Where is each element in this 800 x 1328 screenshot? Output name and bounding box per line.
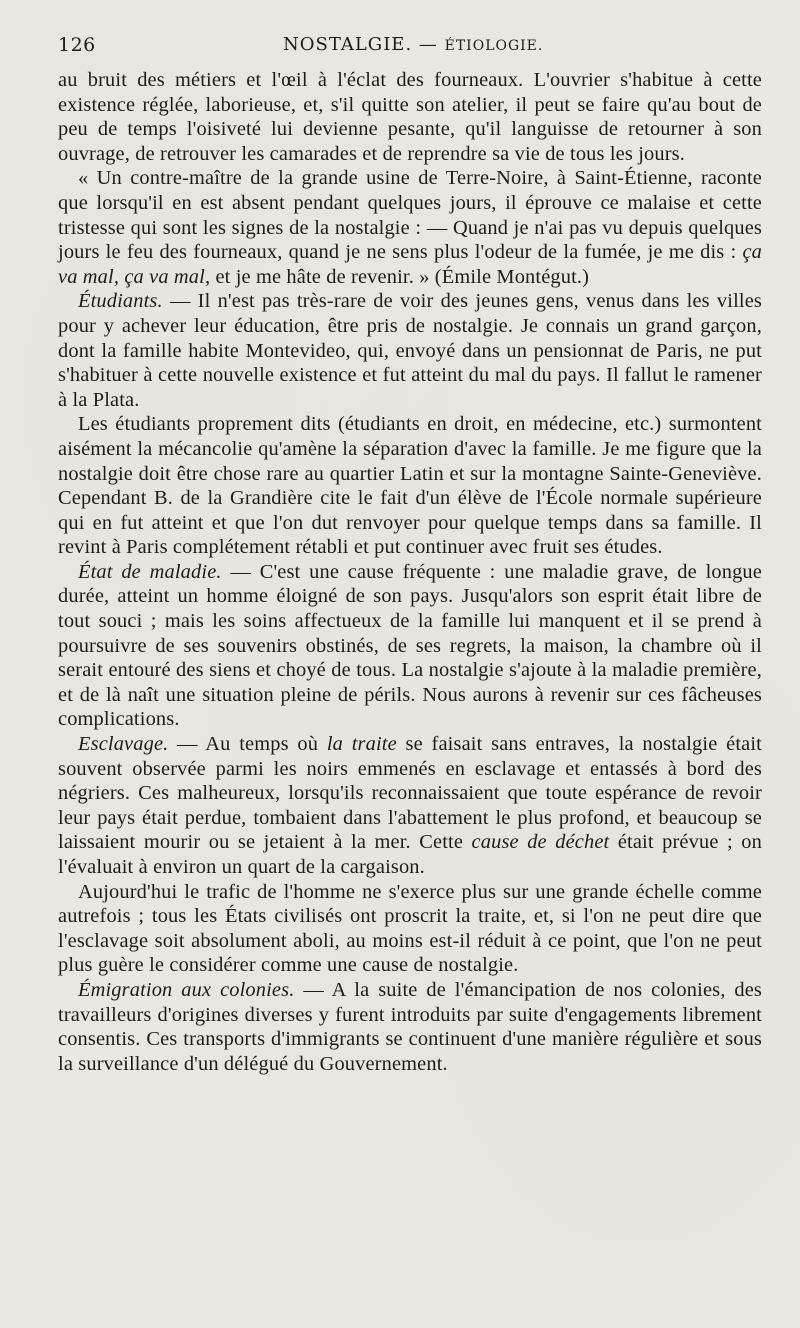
paragraph-p7 [58, 880, 762, 978]
paragraph-p2 [58, 166, 762, 289]
text-segment: — C'est une cause fréquente : une maladie grave, de longue durée, atteint un homme éloigné de son pays. Jusqu'alors son esprit était libre de tout souci ; mais les soins affectueux de la famille lui manquent et il se prend à poursuivre de ses souvenirs obstinés, de ses regrets, la maison, la chambre où il serait entouré des siens et choyé de tous. La nostalgie s'ajoute à la maladie première, et de là naît une situation pleine de périls. Nous aurons à revenir sur ces fâcheuses complications. [58, 560, 762, 731]
italic-text: la traite [326, 733, 397, 756]
paragraph-p8 [58, 978, 762, 1076]
text-segment: se faisait sans entraves, la nostalgie était souvent observée parmi les noirs emmenés en esclavage et entassés à bord des négriers. Ces malheureux, lorsqu'ils reconnaissaient que toute espérance de revoir leur pays était perdue, tombaient dans l'abattement le plus profond, et beaucoup se laissaient mourir ou se jetaient à la mer. Cette [58, 733, 762, 854]
italic-text: Étudiants. [78, 290, 163, 313]
running-head [58, 34, 762, 68]
text-segment: — Il n'est pas très-rare de voir des jeunes gens, venus dans les villes pour y achever leur éducation, être pris de nostalgie. Je connais un grand garçon, dont la famille habite Montevideo, qui, envoyé dans un pensionnat de Paris, ne put s'habituer à cette nouvelle existence et fut atteint du mal du pays. Il fallut le ramener à la Plata. [58, 290, 762, 411]
italic-text: ça va mal, ça va mal [58, 241, 762, 288]
text-segment: — A la suite de l'émancipation de nos colonies, des travailleurs d'origines diverses y furent introduits par suite d'engagements librement consentis. Ces transports d'immigrants se continuent d'une manière régulière et sous la surveillance d'un délégué du Gouvernement. [58, 978, 762, 1075]
running-title-main: NOSTALGIE. [283, 34, 413, 55]
running-title-section: ÉTIOLOGIE. [444, 38, 544, 54]
running-title-separator: — [412, 34, 445, 55]
paragraph-p5 [58, 560, 762, 732]
text-segment: — Au temps où [168, 733, 327, 756]
text-segment: « Un contre-maître de la grande usine de Terre-Noire, à Saint-Étienne, raconte que lorsqu'il en est absent pendant quelques jours, il éprouve ce malaise et cette tristesse qui sont les signes de la nostalgie : — Quand je n'ai pas vu depuis quelques jours le feu des fourneaux, quand je ne sens plus l'odeur de la fumée, je me dis : [58, 167, 762, 264]
paragraph-p3 [58, 289, 762, 412]
text-segment: Aujourd'hui le trafic de l'homme ne s'exerce plus sur une grande échelle comme autrefois ; tous les États civilisés ont proscrit la traite, et, si l'on ne peut dire que l'esclavage soit absolument aboli, au moins est-il réduit à ce point, que l'on ne peut plus guère le considérer comme une cause de nostalgie. [58, 880, 762, 977]
body-text [58, 68, 762, 1076]
text-segment: était prévue ; on l'évaluait à environ un quart de la cargaison. [58, 831, 762, 878]
italic-text: Émigration aux colonies. [78, 978, 295, 1001]
paragraph-p4 [58, 412, 762, 560]
text-segment: , et je me hâte de revenir. » (Émile Montégut.) [204, 265, 590, 288]
text-segment: Les étudiants proprement dits (étudiants en droit, en médecine, etc.) surmontent aisément la mécancolie qu'amène la séparation d'avec la famille. Je me figure que la nostalgie doit être chose rare au quartier Latin et sur la montagne Sainte-Geneviève. Cependant B. de la Grandière cite le fait d'un élève de l'École normale supérieure qui en fut atteint et que l'on dut renvoyer pour quelque temps dans sa famille. Il revint à Paris complétement rétabli et put continuer avec fruit ses études. [58, 413, 762, 559]
text-segment: au bruit des métiers et l'œil à l'éclat des fourneaux. L'ouvrier s'habitue à cette existence réglée, laborieuse, et, s'il quitte son atelier, il peut se faire qu'au bout de peu de temps l'oisiveté lui devienne pesante, qu'il languisse de retourner à son ouvrage, de retrouver les camarades et de reprendre sa vie de tous les jours. [58, 69, 762, 165]
paragraph-p1 [58, 68, 762, 166]
running-title [283, 34, 543, 55]
italic-text: État de maladie. [78, 560, 222, 583]
page-number: 126 [58, 34, 96, 56]
italic-text: cause de déchet [471, 831, 610, 854]
paragraph-p6 [58, 732, 762, 880]
italic-text: Esclavage. [78, 733, 169, 756]
